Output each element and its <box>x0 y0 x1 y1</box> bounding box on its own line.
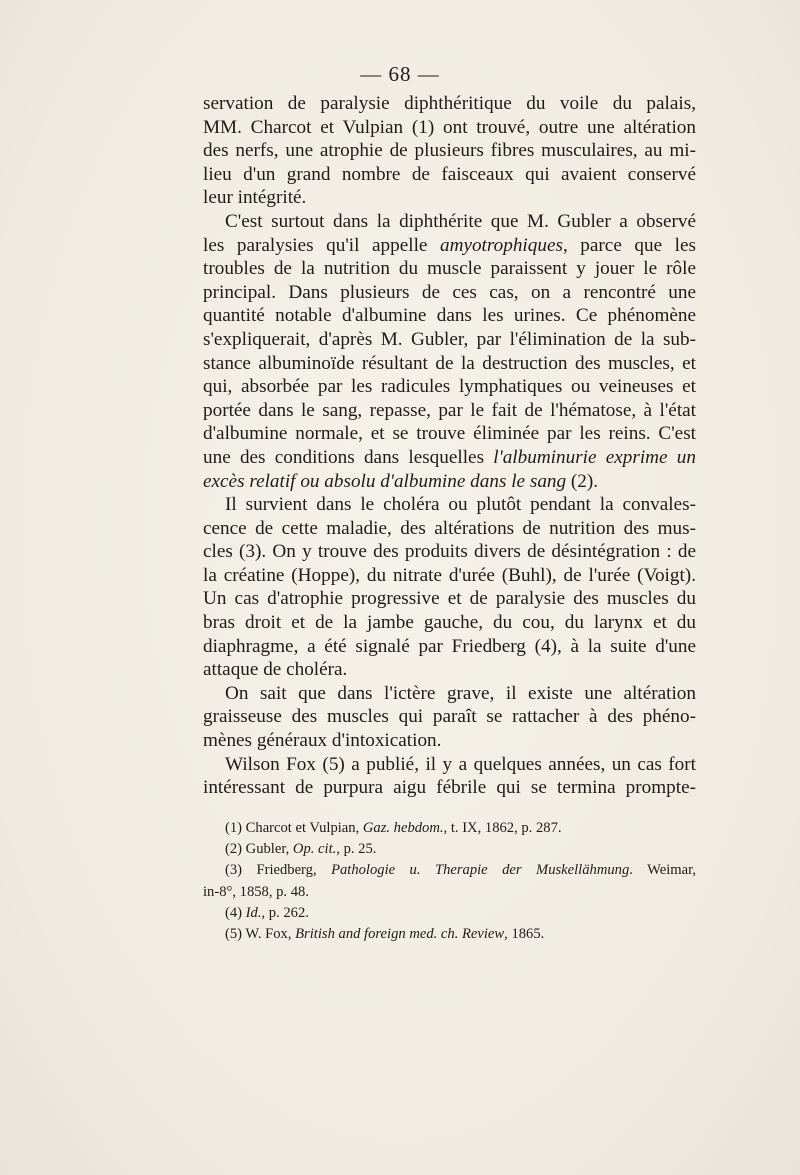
footnote-line-post: , t. IX, 1862, p. 287. <box>443 820 562 836</box>
footnote-line-pre: in-8°, 1858, p. 48. <box>203 883 309 900</box>
text-line <box>203 234 696 258</box>
text-line: attaque de choléra. <box>203 659 348 681</box>
body-text <box>203 92 696 800</box>
text-line-pre: les paralysies qu'il appelle <box>203 234 440 256</box>
text-line: Un cas d'atrophie progressive et de paralysie des muscles du <box>203 588 696 610</box>
footnote-line-pre: (1) Charcot et Vulpian, <box>225 820 363 836</box>
text-line-pre: une des conditions dans lesquelles <box>203 446 494 468</box>
text-line: qui, absorbée par les radicules lymphatiques ou veineuses et <box>203 376 696 398</box>
text-line: MM. Charcot et Vulpian (1) ont trouvé, outre une altération <box>203 116 696 138</box>
page-number: — 68 — <box>360 62 440 86</box>
text-line: stance albuminoïde résultant de la destruction des muscles, et <box>203 352 696 374</box>
footnote-line-pre: (4) <box>225 904 246 921</box>
text-line: leur intégrité. <box>203 187 307 209</box>
text-line <box>203 210 696 234</box>
text-line: Il survient dans le choléra ou plutôt pendant la convales- <box>225 494 696 516</box>
footnote-line-italic: Op. cit. <box>292 841 337 858</box>
text-line: mènes généraux d'intoxication. <box>203 730 442 752</box>
footnote-line-post: , 1865. <box>504 925 545 942</box>
text-line: s'expliquerait, d'après M. Gubler, par l'élimination de la sub- <box>203 328 696 350</box>
text-line-pre: C'est surtout dans la diphthérite que M. Gubler a observé <box>225 210 696 232</box>
footnote-line-italic: Gaz. hebdom. <box>362 820 444 836</box>
text-line-italic: amyotrophiques <box>440 234 563 256</box>
footnote-line <box>203 839 696 860</box>
text-line: principal. Dans plusieurs de ces cas, on a rencontré une <box>203 281 696 303</box>
footnote-line-italic: Id. <box>245 904 262 921</box>
text-line: des nerfs, une atrophie de plusieurs fibres musculaires, au mi- <box>203 140 696 162</box>
footnote-line <box>203 882 696 903</box>
footnote-line-pre: (2) Gubler, <box>225 841 293 858</box>
footnote-line-post: , p. 262. <box>261 904 309 921</box>
text-line: On sait que dans l'ictère grave, il existe une altération <box>225 682 696 704</box>
text-line-post: (2). <box>566 470 599 492</box>
text-line: d'albumine normale, et se trouve éliminée par les reins. C'est <box>203 423 696 445</box>
text-line: intéressant de purpura aigu fébrile qui se termina prompte- <box>203 777 696 799</box>
text-line-post: , parce que les <box>562 234 696 256</box>
text-line: Wilson Fox (5) a publié, il y a quelques années, un cas fort <box>225 753 696 775</box>
text-line: bras droit et de la jambe gauche, du cou, du larynx et du <box>203 612 696 634</box>
footnotes <box>203 818 696 945</box>
footnote-line <box>203 860 696 881</box>
footnote-line-post: , p. 25. <box>336 841 377 858</box>
text-line: graisseuse des muscles qui paraît se rattacher à des phéno- <box>203 706 696 728</box>
text-line <box>203 446 696 470</box>
text-line: cence de cette maladie, des altérations de nutrition des mus- <box>203 517 696 539</box>
text-line: quantité notable d'albumine dans les urines. Ce phénomène <box>203 305 696 327</box>
text-line: lieu d'un grand nombre de faisceaux qui avaient conservé <box>203 163 696 185</box>
footnote-line-italic: Pathologie u. Therapie der Muskellähmung <box>331 862 630 879</box>
text-line-italic: l'albuminurie exprime un <box>493 446 696 468</box>
text-line: diaphragme, a été signalé par Friedberg (4), à la suite d'une <box>203 635 696 657</box>
footnote-line <box>203 924 696 945</box>
footnote-line-pre: (3) Friedberg, <box>225 862 332 879</box>
text-line <box>203 470 696 494</box>
footnote-line-italic: British and foreign med. ch. Review <box>295 925 505 942</box>
text-line: servation de paralysie diphthéritique du voile du palais, <box>203 93 696 114</box>
text-line: la créatine (Hoppe), du nitrate d'urée (Buhl), de l'urée (Voigt). <box>203 564 696 586</box>
footnote-line <box>203 903 696 924</box>
footnote-line-pre: (5) W. Fox, <box>225 925 296 942</box>
text-line: portée dans le sang, repasse, par le fait de l'hématose, à l'état <box>203 399 696 421</box>
text-line: troubles de la nutrition du muscle paraissent y jouer le rôle <box>203 258 696 280</box>
footnote-line-post: . Weimar, <box>629 862 696 879</box>
footnote-line <box>203 818 696 839</box>
text-line: cles (3). On y trouve des produits divers de désintégration : de <box>203 541 696 563</box>
text-line-italic: excès relatif ou absolu d'albumine dans le sang <box>203 470 567 492</box>
